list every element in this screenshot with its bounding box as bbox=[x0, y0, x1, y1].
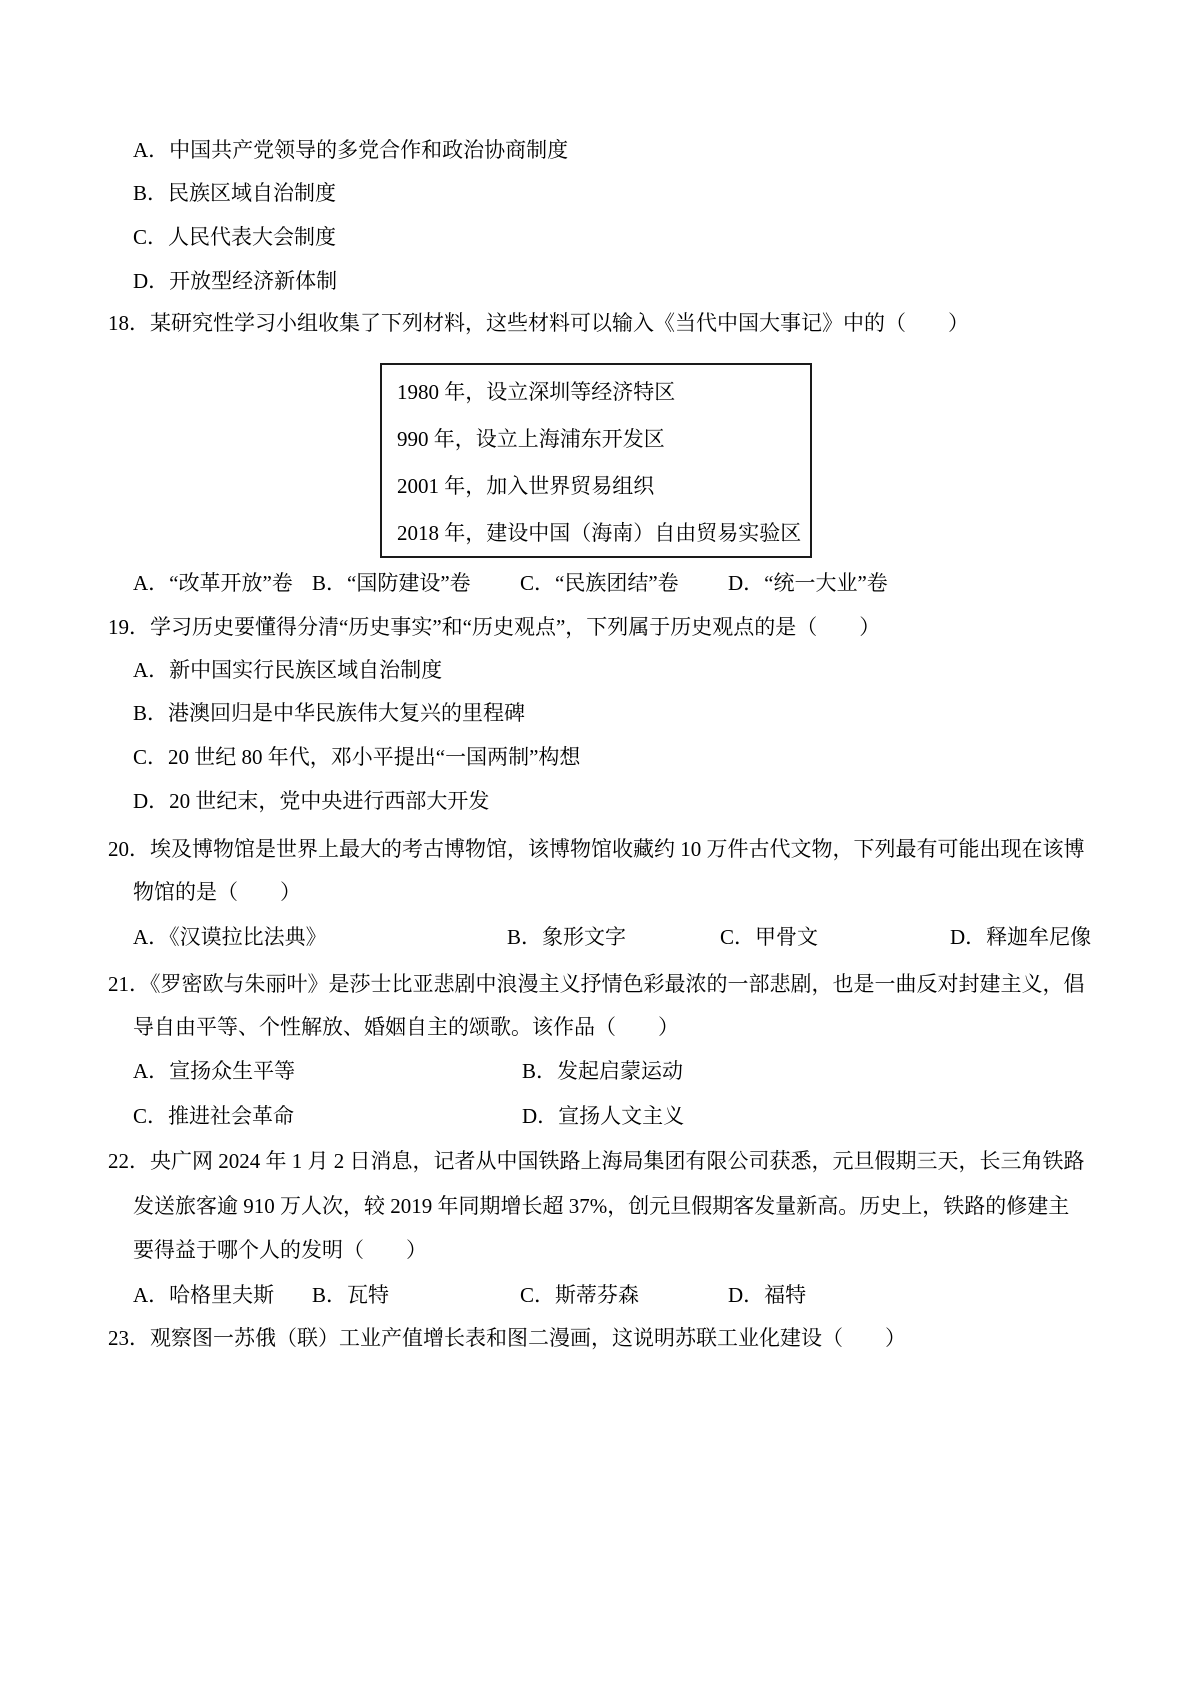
q22-option-d: D．福特 bbox=[728, 1283, 807, 1307]
q23-stem: 23．观察图一苏俄（联）工业产值增长表和图二漫画，这说明苏联工业化建设（ ） bbox=[108, 1326, 906, 1350]
q22-stem-line-3: 要得益于哪个人的发明（ ） bbox=[133, 1238, 427, 1262]
q18-material-box bbox=[380, 363, 812, 558]
q22-stem-line-2: 发送旅客逾 910 万人次，较 2019 年同期增长超 37%，创元旦假期客发量新高。历史上，铁路的修建主 bbox=[133, 1194, 1070, 1218]
q18-option-c: C．“民族团结”卷 bbox=[520, 571, 679, 595]
q21-option-a: A．宣扬众生平等 bbox=[133, 1059, 296, 1083]
q17-option-d: D．开放型经济新体制 bbox=[133, 269, 338, 293]
q17-option-a: A．中国共产党领导的多党合作和政治协商制度 bbox=[133, 138, 569, 162]
q19-stem: 19．学习历史要懂得分清“历史事实”和“历史观点”，下列属于历史观点的是（ ） bbox=[108, 615, 881, 639]
q18-box-line-1: 1980 年，设立深圳等经济特区 bbox=[397, 380, 676, 404]
q18-box-line-4: 2018 年，建设中国（海南）自由贸易实验区 bbox=[397, 521, 802, 545]
q18-box-line-3: 2001 年，加入世界贸易组织 bbox=[397, 474, 655, 498]
q18-option-b: B．“国防建设”卷 bbox=[312, 571, 471, 595]
q18-box-line-2: 990 年，设立上海浦东开发区 bbox=[397, 427, 665, 451]
q19-option-a: A．新中国实行民族区域自治制度 bbox=[133, 658, 443, 682]
q18-option-a: A．“改革开放”卷 bbox=[133, 571, 293, 595]
q21-stem-line-1: 21．《罗密欧与朱丽叶》是莎士比亚悲剧中浪漫主义抒情色彩最浓的一部悲剧，也是一曲反对封建主义，倡 bbox=[108, 972, 1085, 996]
q20-stem-line-2: 物馆的是（ ） bbox=[133, 880, 301, 904]
q22-option-b: B．瓦特 bbox=[312, 1283, 390, 1307]
q20-option-b: B．象形文字 bbox=[507, 925, 627, 949]
q19-option-c: C．20 世纪 80 年代，邓小平提出“一国两制”构想 bbox=[133, 745, 581, 769]
q21-option-b: B．发起启蒙运动 bbox=[522, 1059, 684, 1083]
q17-option-b: B．民族区域自治制度 bbox=[133, 181, 337, 205]
q19-option-b: B．港澳回归是中华民族伟大复兴的里程碑 bbox=[133, 701, 526, 725]
q21-option-c: C．推进社会革命 bbox=[133, 1104, 295, 1128]
q22-stem-line-1: 22．央广网 2024 年 1 月 2 日消息，记者从中国铁路上海局集团有限公司获悉，元旦假期三天，长三角铁路 bbox=[108, 1149, 1085, 1173]
q20-stem-line-1: 20．埃及博物馆是世界上最大的考古博物馆，该博物馆收藏约 10 万件古代文物，下列最有可能出现在该博 bbox=[108, 837, 1085, 861]
q19-option-d: D．20 世纪末，党中央进行西部大开发 bbox=[133, 789, 490, 813]
q17-option-c: C．人民代表大会制度 bbox=[133, 225, 337, 249]
q20-option-c: C．甲骨文 bbox=[720, 925, 819, 949]
q18-stem: 18．某研究性学习小组收集了下列材料，这些材料可以输入《当代中国大事记》中的（ ） bbox=[108, 311, 969, 335]
q21-stem-line-2: 导自由平等、个性解放、婚姻自主的颂歌。该作品（ ） bbox=[133, 1015, 679, 1039]
q21-option-d: D．宣扬人文主义 bbox=[522, 1104, 685, 1128]
q20-option-d: D．释迦牟尼像 bbox=[950, 925, 1092, 949]
q20-option-a: A．《汉谟拉比法典》 bbox=[133, 925, 327, 949]
q22-option-a: A．哈格里夫斯 bbox=[133, 1283, 275, 1307]
q18-option-d: D．“统一大业”卷 bbox=[728, 571, 888, 595]
q22-option-c: C．斯蒂芬森 bbox=[520, 1283, 640, 1307]
